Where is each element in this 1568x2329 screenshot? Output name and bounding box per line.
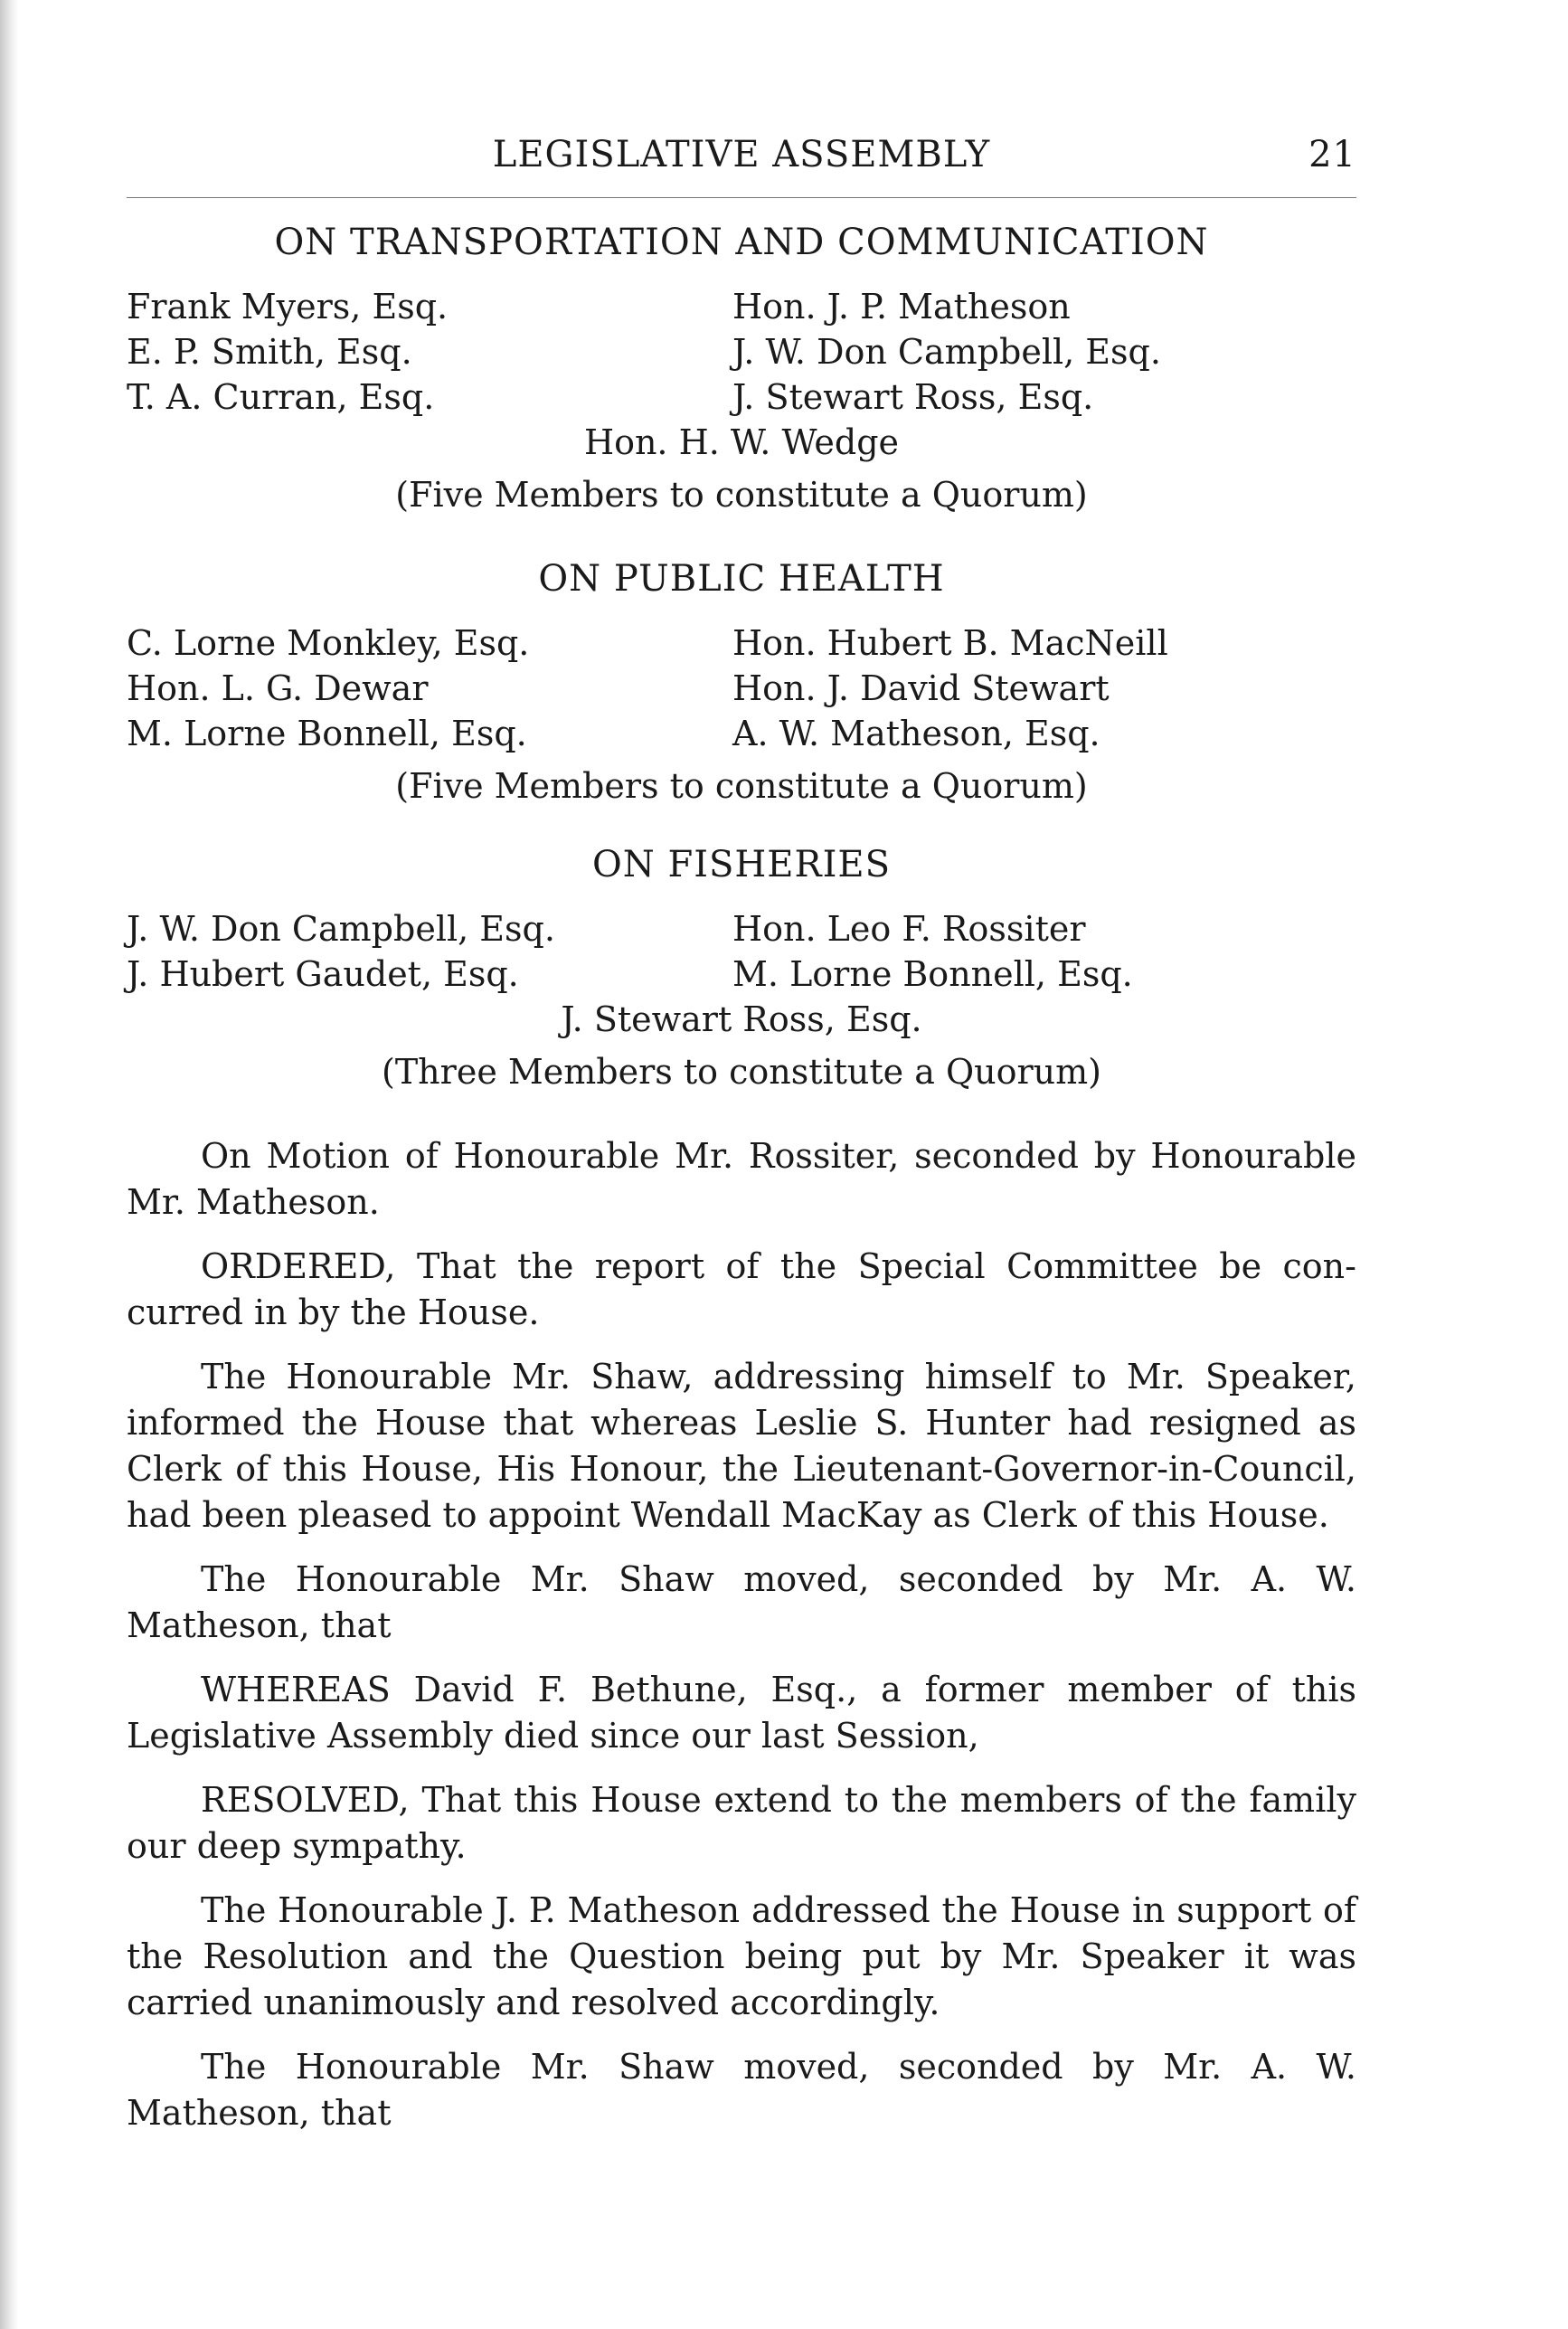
quorum-note: (Three Members to constitute a Quorum) — [382, 1052, 1101, 1092]
member-row — [127, 906, 1356, 951]
member-list — [127, 906, 1356, 1042]
running-header — [127, 134, 1356, 179]
member-row — [127, 711, 1356, 756]
committee-heading: ON TRANSPORTATION AND COMMUNICATION — [274, 222, 1209, 263]
paragraph: The Honourable Mr. Shaw moved, seconded by Mr. A. W. Matheson, that — [127, 2047, 1356, 2133]
member-name: T. A. Curran, Esq. — [127, 377, 435, 417]
member-row — [127, 374, 1356, 420]
member-row — [127, 666, 1356, 711]
committee-heading: ON FISHERIES — [591, 844, 892, 885]
member-name: M. Lorne Bonnell, Esq. — [732, 954, 1133, 994]
paragraph: The Honourable Mr. Shaw moved, seconded by Mr. A. W. Matheson, that — [127, 1559, 1356, 1645]
member-name-centered: J. Stewart Ross, Esq. — [561, 999, 922, 1039]
member-name: A. W. Matheson, Esq. — [732, 714, 1100, 753]
member-name: Frank Myers, Esq. — [127, 287, 449, 327]
member-name: Hon. J. David Stewart — [732, 668, 1110, 708]
member-name: J. Hubert Gaudet, Esq. — [127, 954, 519, 994]
member-row — [127, 951, 1356, 997]
committee-transportation — [127, 217, 1356, 521]
member-row — [127, 620, 1356, 666]
member-name: Hon. J. P. Matheson — [732, 287, 1071, 327]
quorum-note: (Five Members to constitute a Quorum) — [395, 766, 1088, 806]
member-name: J. W. Don Campbell, Esq. — [732, 332, 1161, 372]
member-name: J. Stewart Ross, Esq. — [732, 377, 1094, 417]
running-title: LEGISLATIVE ASSEMBLY — [492, 134, 991, 175]
header-rule — [127, 197, 1356, 198]
paragraph: The Honourable Mr. Shaw, addressing himself to Mr. Speaker, informed the House that whereas Leslie S. Hunter had resigned as Clerk of this House, His Honour, the Lieutenant-Governor-in-Council, had been pleased to appoint Wendall MacKay as Clerk of this House. — [127, 1357, 1356, 1535]
member-name: E. P. Smith, Esq. — [127, 332, 412, 372]
proceedings-text — [127, 1133, 1356, 2154]
member-name: M. Lorne Bonnell, Esq. — [127, 714, 527, 753]
member-name-centered: Hon. H. W. Wedge — [583, 422, 900, 462]
member-name: Hon. Hubert B. MacNeill — [732, 623, 1168, 663]
committee-heading: ON PUBLIC HEALTH — [538, 558, 945, 600]
paragraph: On Motion of Honourable Mr. Rossiter, seconded by Honourable Mr. Matheson. — [127, 1136, 1356, 1222]
paragraph: WHEREAS David F. Bethune, Esq., a former member of this Legislative Assembly died since our last Session, — [127, 1670, 1356, 1756]
member-row — [127, 284, 1356, 329]
quorum-note: (Five Members to constitute a Quorum) — [395, 475, 1088, 515]
member-list — [127, 284, 1356, 465]
paragraph: The Honourable J. P. Matheson addressed the House in support of the Resolution and the Question being put by Mr. Speaker it was carried unanimously and resolved accordingly. — [127, 1890, 1356, 2022]
member-row — [127, 329, 1356, 374]
member-list — [127, 620, 1356, 756]
paragraph: RESOLVED, That this House extend to the members of the family our deep sympathy. — [127, 1780, 1356, 1866]
paragraph: ORDERED, That the report of the Special Committee be concurred in by the House. — [127, 1246, 1356, 1332]
member-name: Hon. L. G. Dewar — [127, 668, 429, 708]
scan-edge-shadow — [0, 0, 18, 2329]
committee-public-health — [127, 554, 1356, 812]
committee-fisheries — [127, 839, 1356, 1098]
member-name: Hon. Leo F. Rossiter — [732, 909, 1086, 949]
member-name: J. W. Don Campbell, Esq. — [127, 909, 555, 949]
page-number: 21 — [1308, 134, 1356, 175]
member-name: C. Lorne Monkley, Esq. — [127, 623, 530, 663]
